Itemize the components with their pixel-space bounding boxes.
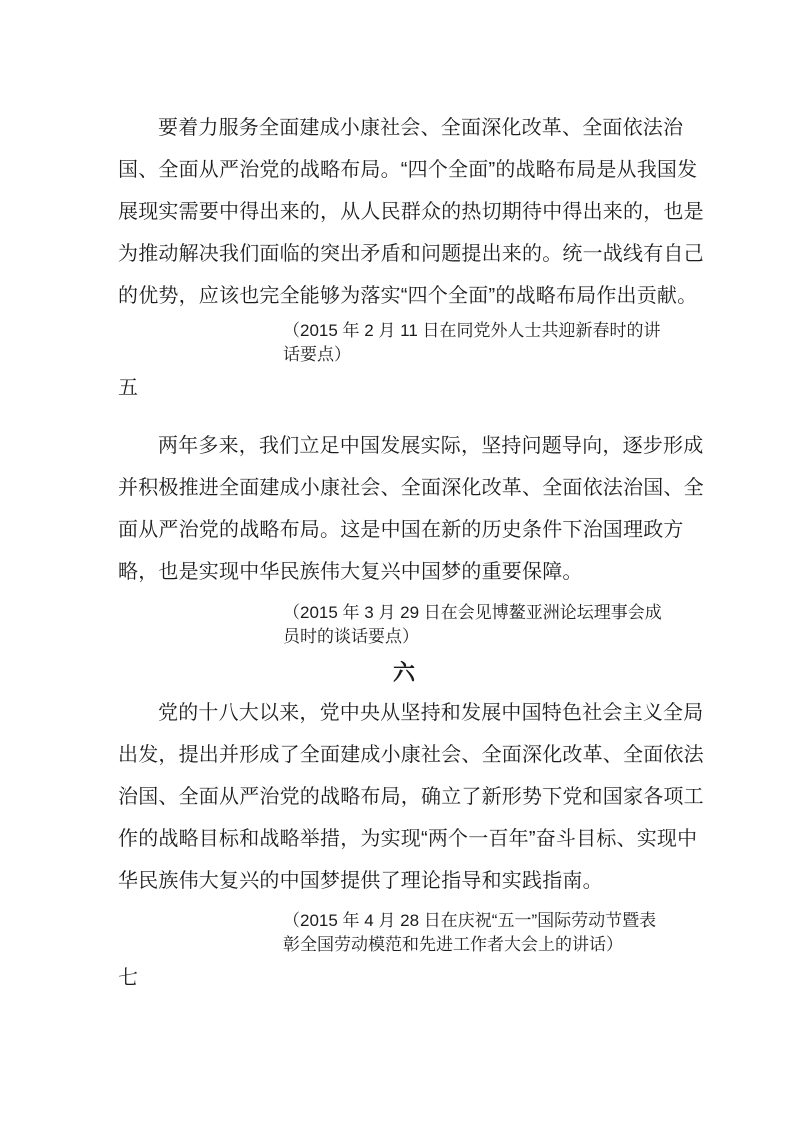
citation-line: 话要点）	[283, 345, 351, 364]
paragraph-line: 国、全面从严治党的战略布局。“四个全面”的战略布局是从我国发	[118, 159, 698, 181]
paragraph-line: 出发，提出并形成了全面建成小康社会、全面深化改革、全面依法	[118, 744, 704, 766]
paragraph-line: 要着力服务全面建成小康社会、全面深化改革、全面依法治	[158, 117, 684, 139]
paragraph-line: 两年多来，我们立足中国发展实际，坚持问题导向，逐步形成	[158, 435, 704, 457]
paragraph-line: 作的战略目标和战略举措，为实现“两个一百年”奋斗目标、实现中	[118, 828, 698, 850]
paragraph-line: 的优势，应该也完全能够为落实“四个全面”的战略布局作出贡献。	[118, 285, 698, 307]
paragraph-1	[118, 107, 704, 317]
document-content	[118, 107, 704, 992]
section-heading-five: 五	[118, 377, 138, 399]
citation-source-3	[283, 909, 693, 957]
paragraph-line: 治国、全面从严治党的战略布局，确立了新形势下党和国家各项工	[118, 786, 704, 808]
paragraph-line: 党的十八大以来，党中央从坚持和发展中国特色社会主义全局	[158, 702, 704, 724]
paragraph-3	[118, 692, 704, 902]
citation-source-2	[283, 601, 693, 649]
citation-source-1	[283, 319, 693, 367]
paragraph-line: 并积极推进全面建成小康社会、全面深化改革、全面依法治国、全	[118, 477, 704, 499]
paragraph-line: 略，也是实现中华民族伟大复兴中国梦的重要保障。	[118, 561, 583, 583]
paragraph-line: 为推动解决我们面临的突出矛盾和问题提出来的。统一战线有自己	[118, 243, 704, 265]
citation-line: （2015 年 4 月 28 日在庆祝“五一”国际劳动节暨表	[283, 911, 657, 930]
paragraph-line: 华民族伟大复兴的中国梦提供了理论指导和实践指南。	[118, 870, 603, 892]
section-heading-six: 六	[392, 660, 415, 685]
citation-line: 员时的谈话要点）	[283, 627, 419, 646]
paragraph-2	[118, 425, 704, 593]
paragraph-line: 展现实需要中得出来的，从人民群众的热切期待中得出来的，也是	[118, 201, 704, 223]
section-heading-seven: 七	[118, 967, 138, 989]
citation-line: 彰全国劳动模范和先进工作者大会上的讲话）	[283, 935, 623, 954]
paragraph-line: 面从严治党的战略布局。这是中国在新的历史条件下治国理政方	[118, 519, 684, 541]
citation-line: （2015 年 3 月 29 日在会见博鳌亚洲论坛理事会成	[283, 603, 662, 622]
citation-line: （2015 年 2 月 11 日在同党外人士共迎新春时的讲	[283, 321, 661, 340]
